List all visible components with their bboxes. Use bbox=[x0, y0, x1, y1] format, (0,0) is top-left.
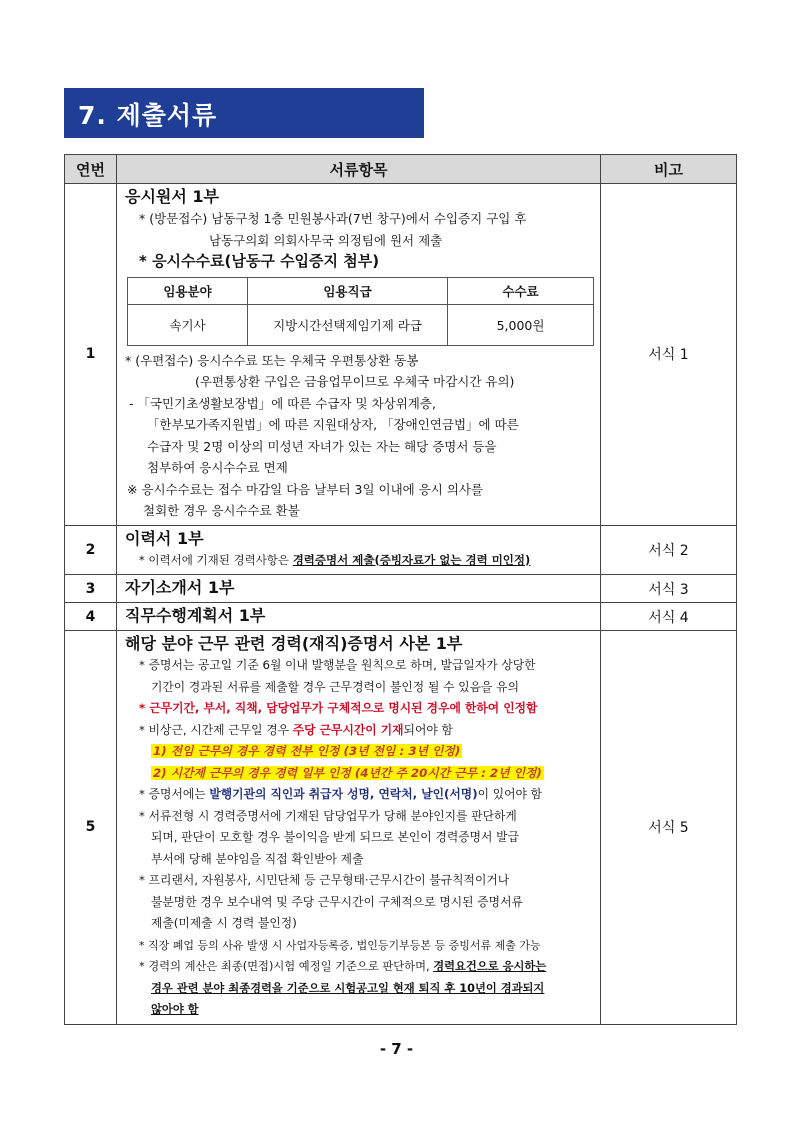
row-note: 서식 2 bbox=[601, 525, 737, 575]
text-line: * (우편접수) 응시수수료 또는 우체국 우편통상환 동봉 bbox=[125, 352, 419, 368]
text-line: 부서에 당해 분야임을 직접 확인받아 제출 bbox=[151, 851, 364, 866]
fee-header-field: 임용분야 bbox=[128, 277, 248, 304]
text-line: * 증명서는 공고일 기준 6월 이내 발행분을 원칙으로 하며, 발급일자가 상당한 bbox=[139, 658, 536, 672]
text-line: * 비상근, 시간제 근무일 경우 주당 근무시간이 기재되어야 함 bbox=[139, 722, 453, 737]
text-line: * 경력의 계산은 최종(면접)시험 예정일 기준으로 판단하며, 경력요건으로 응시하는 bbox=[139, 960, 547, 973]
text-line: * 이력서에 기재된 경력사항은 경력증명서 제출(증빙자료가 없는 경력 미인정) bbox=[139, 552, 531, 567]
row-note: 서식 3 bbox=[601, 575, 737, 603]
text-line: 불분명한 경우 보수내역 및 주당 근무시간이 구체적으로 명시된 증명서류 bbox=[151, 894, 523, 909]
text-line: 수급자 및 2명 이상의 미성년 자녀가 있는 자는 해당 증명서 등을 bbox=[147, 438, 497, 454]
text-line: ※ 응시수수료는 접수 마감일 다음 날부터 3일 이내에 응시 의사를 bbox=[127, 481, 484, 497]
fee-field: 속기사 bbox=[128, 304, 248, 345]
header-note: 비고 bbox=[601, 155, 737, 184]
fee-table bbox=[127, 277, 594, 346]
row-title: 자기소개서 1부 bbox=[125, 578, 235, 597]
text-line: 기간이 경과된 서류를 제출할 경우 근무경력이 불인정 될 수 있음을 유의 bbox=[151, 679, 519, 694]
table-row bbox=[65, 525, 737, 575]
text-line bbox=[125, 763, 594, 785]
row-content bbox=[117, 525, 601, 575]
underlined-text: 않아야 함 bbox=[151, 1003, 199, 1016]
header-item: 서류항목 bbox=[117, 155, 601, 184]
fee-grade: 지방시간선택제임기제 라급 bbox=[248, 304, 448, 345]
row-content bbox=[117, 631, 601, 1025]
text-line: * 근무기간, 부서, 직책, 담당업무가 구체적으로 명시된 경우에 한하여 인정함 bbox=[139, 701, 538, 715]
row-title: 이력서 1부 bbox=[125, 528, 204, 548]
row-title: 직무수행계획서 1부 bbox=[125, 606, 266, 625]
section-banner bbox=[64, 88, 424, 138]
table-row bbox=[65, 631, 737, 1025]
underlined-text: 경우 관련 분야 최종경력을 기준으로 시험공고일 현재 퇴직 후 10년이 경과되지 bbox=[151, 981, 545, 995]
underlined-text: 경력증명서 제출(증빙자료가 없는 경력 미인정) bbox=[292, 552, 531, 567]
underlined-text: 경력요건으로 응시하는 bbox=[433, 960, 547, 973]
fee-header-fee: 수수료 bbox=[448, 277, 594, 304]
text-line: * 서류전형 시 경력증명서에 기재된 담당업무가 당해 분야인지를 판단하게 bbox=[139, 808, 517, 823]
text-line: (우편통상환 구입은 금융업무이므로 우체국 마감시간 유의) bbox=[195, 374, 515, 389]
text-line: 첨부하여 응시수수료 면제 bbox=[147, 460, 288, 475]
fee-amount: 5,000원 bbox=[448, 304, 594, 345]
text-line bbox=[125, 741, 594, 763]
row-number: 1 bbox=[65, 184, 117, 526]
text-line: 남동구의회 의회사무국 의정팀에 원서 제출 bbox=[209, 232, 443, 248]
text-line: - 「국민기초생활보장법」에 따른 수급자 및 차상위계층, bbox=[129, 395, 436, 411]
row-number: 4 bbox=[65, 603, 117, 631]
text-line: 제출(미제출 시 경력 불인정) bbox=[151, 916, 297, 930]
row-number: 5 bbox=[65, 631, 117, 1025]
row-content bbox=[117, 603, 601, 631]
row-note: 서식 5 bbox=[601, 631, 737, 1025]
table-row bbox=[65, 575, 737, 603]
yellow-highlight: 1) 전임 근무의 경우 경력 전부 인정 (3년 전임 : 3년 인정) bbox=[153, 744, 461, 758]
text-line: * 직장 폐업 등의 사유 발생 시 사업자등록증, 법인등기부등본 등 증빙서류 제출 가능 bbox=[139, 938, 541, 952]
row-number: 3 bbox=[65, 575, 117, 603]
row-number: 2 bbox=[65, 525, 117, 575]
text-line: * 프리랜서, 자원봉사, 시민단체 등 근무형태·근무시간이 불규칙적이거나 bbox=[139, 873, 510, 887]
table-row bbox=[65, 603, 737, 631]
fee-header-grade: 임용직급 bbox=[248, 277, 448, 304]
row-content bbox=[117, 184, 601, 526]
row-title: 해당 분야 근무 관련 경력(재직)증명서 사본 1부 bbox=[125, 634, 463, 653]
text-line: 되며, 판단이 모호할 경우 불이익을 받게 되므로 본인이 경력증명서 발급 bbox=[151, 830, 519, 844]
row-note: 서식 4 bbox=[601, 603, 737, 631]
header-no: 연번 bbox=[65, 155, 117, 184]
text-line: 철회한 경우 응시수수료 환불 bbox=[143, 503, 300, 518]
highlight-text: 주당 근무시간이 기재 bbox=[292, 722, 404, 737]
documents-table bbox=[64, 154, 737, 1025]
row-title: 응시원서 1부 bbox=[125, 187, 219, 206]
row-content bbox=[117, 575, 601, 603]
table-row bbox=[65, 184, 737, 526]
page-number: - 7 - bbox=[379, 1040, 414, 1058]
yellow-highlight: 2) 시간제 근무의 경우 경력 일부 인정 (4년간 주 20시간 근무 : 2년 인정) bbox=[153, 765, 542, 780]
navy-text: 발행기관의 직인과 취급자 성명, 연락처, 날인(서명) bbox=[209, 787, 478, 801]
text-line: * (방문접수) 남동구청 1층 민원봉사과(7번 창구)에서 수입증지 구입 후 bbox=[139, 211, 527, 226]
text-line: 「한부모가족지원법」에 따른 지원대상자, 「장애인연금법」에 따른 bbox=[147, 417, 519, 432]
text-line: * 증명서에는 발행기관의 직인과 취급자 성명, 연락처, 날인(서명)이 있어야 함 bbox=[139, 787, 543, 801]
section-title: 7. 제출서류 bbox=[78, 101, 218, 130]
fee-heading: * 응시수수료(남동구 수입증지 첨부) bbox=[139, 252, 380, 270]
table-header-row bbox=[65, 155, 737, 184]
row-note: 서식 1 bbox=[601, 184, 737, 526]
